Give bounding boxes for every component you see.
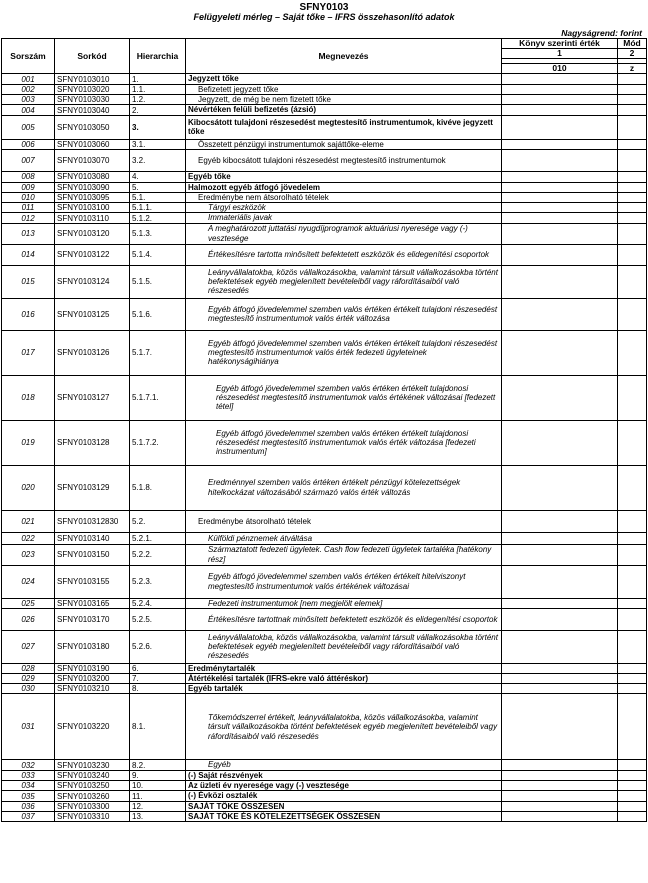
row-hierarchy: 3. <box>130 115 186 139</box>
header-col-2: 2 <box>618 49 647 59</box>
value-cell[interactable] <box>502 139 618 149</box>
table-row <box>2 375 647 420</box>
row-code: SFNY0103155 <box>55 565 130 598</box>
value-cell[interactable] <box>502 770 618 780</box>
row-number: 001 <box>2 74 55 85</box>
row-hierarchy: 5.2.4. <box>130 598 186 608</box>
row-code: SFNY0103180 <box>55 630 130 663</box>
mode-cell[interactable] <box>618 171 647 182</box>
mode-cell[interactable] <box>618 85 647 95</box>
table-row <box>2 330 647 375</box>
row-number: 009 <box>2 182 55 192</box>
table-row <box>2 630 647 663</box>
row-code: SFNY0103095 <box>55 193 130 203</box>
row-code: SFNY0103090 <box>55 182 130 192</box>
row-name: Befizetett jegyzett tőke <box>186 85 502 95</box>
row-code: SFNY0103080 <box>55 171 130 182</box>
row-name: Immateriális javak <box>186 213 502 223</box>
mode-cell[interactable] <box>618 465 647 510</box>
row-number: 005 <box>2 115 55 139</box>
row-code: SFNY010312830 <box>55 510 130 532</box>
row-number: 033 <box>2 770 55 780</box>
row-number: 026 <box>2 608 55 630</box>
row-code: SFNY0103300 <box>55 802 130 812</box>
value-cell[interactable] <box>502 182 618 192</box>
row-hierarchy: 5. <box>130 182 186 192</box>
row-number: 011 <box>2 203 55 213</box>
row-number: 008 <box>2 171 55 182</box>
row-hierarchy: 5.1.7.1. <box>130 375 186 420</box>
row-code: SFNY0103110 <box>55 213 130 223</box>
mode-cell[interactable] <box>618 694 647 760</box>
header-mod: Mód <box>618 39 647 49</box>
table-row <box>2 223 647 244</box>
mode-cell[interactable] <box>618 149 647 171</box>
row-number: 015 <box>2 265 55 298</box>
row-code: SFNY0103240 <box>55 770 130 780</box>
mode-cell[interactable] <box>618 770 647 780</box>
row-hierarchy: 8. <box>130 684 186 694</box>
row-name: Eredménnyel szemben valós értéken értékelt pénzügyi kötelezettségek hitelkockázat változásából származó valós érték változás <box>186 465 502 510</box>
value-cell[interactable] <box>502 684 618 694</box>
row-number: 020 <box>2 465 55 510</box>
table-row <box>2 770 647 780</box>
row-number: 017 <box>2 330 55 375</box>
row-hierarchy: 12. <box>130 802 186 812</box>
value-cell[interactable] <box>502 115 618 139</box>
header-col-1: 1 <box>502 49 618 59</box>
value-cell[interactable] <box>502 812 618 822</box>
value-cell[interactable] <box>502 420 618 465</box>
table-row <box>2 95 647 105</box>
row-hierarchy: 11. <box>130 791 186 802</box>
table-row <box>2 802 647 812</box>
table-row <box>2 694 647 760</box>
header-megnevezes: Megnevezés <box>186 39 502 74</box>
row-hierarchy: 5.1.2. <box>130 213 186 223</box>
row-name: Egyéb tartalék <box>186 684 502 694</box>
row-name: Fedezeti instrumentumok [nem megjelölt elemek] <box>186 598 502 608</box>
mode-cell[interactable] <box>618 544 647 565</box>
row-name: Értékesítésre tartotta minősített befektetett eszközök és elidegenítési csoportok <box>186 244 502 265</box>
row-code: SFNY0103040 <box>55 105 130 115</box>
row-name: Egyéb átfogó jövedelemmel szemben valós értéken értékelt tulajdonosi részesedést megtestesítő instrumentumok valós érték változása [fedezeti instrumentum] <box>186 420 502 465</box>
row-code: SFNY0103140 <box>55 532 130 544</box>
value-cell[interactable] <box>502 330 618 375</box>
value-cell[interactable] <box>502 510 618 532</box>
table-row <box>2 244 647 265</box>
row-number: 016 <box>2 298 55 330</box>
table-row <box>2 565 647 598</box>
row-code: SFNY0103190 <box>55 663 130 673</box>
mode-cell[interactable] <box>618 115 647 139</box>
row-number: 029 <box>2 674 55 684</box>
mode-cell[interactable] <box>618 802 647 812</box>
row-hierarchy: 6. <box>130 663 186 673</box>
table-row <box>2 812 647 822</box>
table-body <box>2 74 647 822</box>
value-cell[interactable] <box>502 674 618 684</box>
row-hierarchy: 5.2.1. <box>130 532 186 544</box>
row-number: 018 <box>2 375 55 420</box>
report-subtitle: Felügyeleti mérleg – Saját tőke – IFRS összehasonlító adatok <box>193 12 455 22</box>
row-name: Egyéb átfogó jövedelemmel szemben valós értéken értékelt tulajdoni részesedést megtestesítő instrumentumok valós érték változása <box>186 298 502 330</box>
unit-label: Nagyságrend: forint <box>561 28 642 38</box>
table-row <box>2 684 647 694</box>
row-hierarchy: 2. <box>130 105 186 115</box>
mode-cell[interactable] <box>618 244 647 265</box>
row-name: Egyéb kibocsátott tulajdoni részesedést megtestesítő instrumentumok <box>186 149 502 171</box>
mode-cell[interactable] <box>618 663 647 673</box>
value-cell[interactable] <box>502 802 618 812</box>
mode-cell[interactable] <box>618 203 647 213</box>
table-row <box>2 791 647 802</box>
table-row <box>2 544 647 565</box>
row-number: 010 <box>2 193 55 203</box>
row-hierarchy: 8.2. <box>130 760 186 770</box>
row-code: SFNY0103100 <box>55 203 130 213</box>
row-hierarchy: 5.2.2. <box>130 544 186 565</box>
row-name: Egyéb tőke <box>186 171 502 182</box>
row-code: SFNY0103060 <box>55 139 130 149</box>
row-number: 007 <box>2 149 55 171</box>
row-name: Egyéb átfogó jövedelemmel szemben valós értéken értékelt hitelviszonyt megtestesítő instrumentumok valós értékének változásai <box>186 565 502 598</box>
row-code: SFNY0103010 <box>55 74 130 85</box>
row-name: Tárgyi eszközök <box>186 203 502 213</box>
row-name: Névértéken felüli befizetés (ázsió) <box>186 105 502 115</box>
row-number: 035 <box>2 791 55 802</box>
value-cell[interactable] <box>502 244 618 265</box>
value-cell[interactable] <box>502 375 618 420</box>
value-cell[interactable] <box>502 193 618 203</box>
row-name: Halmozott egyéb átfogó jövedelem <box>186 182 502 192</box>
value-cell[interactable] <box>502 465 618 510</box>
value-cell[interactable] <box>502 608 618 630</box>
row-code: SFNY0103210 <box>55 684 130 694</box>
table-row <box>2 149 647 171</box>
mode-cell[interactable] <box>618 565 647 598</box>
header-code-1: 010 <box>502 64 618 74</box>
row-name: Eredménybe átsorolható tételek <box>186 510 502 532</box>
value-cell[interactable] <box>502 694 618 760</box>
row-hierarchy: 1.1. <box>130 85 186 95</box>
row-name: (-) Évközi osztalék <box>186 791 502 802</box>
row-name: Átértékelési tartalék (IFRS-ekre való áttéréskor) <box>186 674 502 684</box>
row-name: SAJÁT TŐKE ÉS KÖTELEZETTSÉGEK ÖSSZESEN <box>186 812 502 822</box>
row-hierarchy: 5.2.3. <box>130 565 186 598</box>
row-number: 031 <box>2 694 55 760</box>
mode-cell[interactable] <box>618 223 647 244</box>
table-row <box>2 674 647 684</box>
table-row <box>2 760 647 770</box>
row-name: SAJÁT TŐKE ÖSSZESEN <box>186 802 502 812</box>
header-code-2: z <box>618 64 647 74</box>
value-cell[interactable] <box>502 298 618 330</box>
table-row <box>2 510 647 532</box>
row-hierarchy: 13. <box>130 812 186 822</box>
row-number: 013 <box>2 223 55 244</box>
mode-cell[interactable] <box>618 684 647 694</box>
table-row <box>2 193 647 203</box>
row-hierarchy: 5.2. <box>130 510 186 532</box>
mode-cell[interactable] <box>618 74 647 85</box>
row-code: SFNY0103122 <box>55 244 130 265</box>
table-row <box>2 85 647 95</box>
value-cell[interactable] <box>502 203 618 213</box>
row-hierarchy: 1. <box>130 74 186 85</box>
table-row <box>2 465 647 510</box>
row-hierarchy: 4. <box>130 171 186 182</box>
mode-cell[interactable] <box>618 760 647 770</box>
mode-cell[interactable] <box>618 95 647 105</box>
row-name: Kibocsátott tulajdoni részesedést megtestesítő instrumentumok, kivéve jegyzett tőke <box>186 115 502 139</box>
row-code: SFNY0103126 <box>55 330 130 375</box>
row-code: SFNY0103120 <box>55 223 130 244</box>
table-row <box>2 139 647 149</box>
row-name: Leányvállalatokba, közös vállalkozásokba, valamint társult vállalkozásokba történt befektetések egyéb megjelenített bevételeiből vagy ráfordításaiból való részesedés <box>186 265 502 298</box>
row-number: 034 <box>2 780 55 790</box>
row-number: 027 <box>2 630 55 663</box>
row-name: Egyéb átfogó jövedelemmel szemben valós értéken értékelt tulajdonosi részesedést megtestesítő instrumentumok valós értékének változásai [fedezett tétel] <box>186 375 502 420</box>
row-name: Származtatott fedezeti ügyletek. Cash flow fedezeti ügyletek tartaléka [hatékony rész] <box>186 544 502 565</box>
row-hierarchy: 9. <box>130 770 186 780</box>
row-number: 002 <box>2 85 55 95</box>
mode-cell[interactable] <box>618 193 647 203</box>
mode-cell[interactable] <box>618 139 647 149</box>
row-hierarchy: 3.2. <box>130 149 186 171</box>
value-cell[interactable] <box>502 630 618 663</box>
value-cell[interactable] <box>502 213 618 223</box>
value-cell[interactable] <box>502 760 618 770</box>
value-cell[interactable] <box>502 223 618 244</box>
mode-cell[interactable] <box>618 780 647 790</box>
row-hierarchy: 5.1.3. <box>130 223 186 244</box>
row-code: SFNY0103127 <box>55 375 130 420</box>
row-number: 028 <box>2 663 55 673</box>
row-hierarchy: 5.1.4. <box>130 244 186 265</box>
table-row <box>2 780 647 790</box>
table-row <box>2 171 647 182</box>
row-hierarchy: 5.1.1. <box>130 203 186 213</box>
row-hierarchy: 5.1.8. <box>130 465 186 510</box>
table-row <box>2 203 647 213</box>
row-name: Külföldi pénznemek átváltása <box>186 532 502 544</box>
report-code: SFNY0103 <box>299 2 349 13</box>
mode-cell[interactable] <box>618 608 647 630</box>
table-row <box>2 265 647 298</box>
mode-cell[interactable] <box>618 791 647 802</box>
table-row <box>2 74 647 85</box>
row-hierarchy: 3.1. <box>130 139 186 149</box>
value-cell[interactable] <box>502 565 618 598</box>
value-cell[interactable] <box>502 85 618 95</box>
table-row <box>2 420 647 465</box>
row-name: Értékesítésre tartottnak minősített befektetett eszközök és elidegenítési csoportok <box>186 608 502 630</box>
row-name: Egyéb <box>186 760 502 770</box>
row-name: Eredménytartalék <box>186 663 502 673</box>
row-number: 030 <box>2 684 55 694</box>
mode-cell[interactable] <box>618 674 647 684</box>
row-hierarchy: 5.2.6. <box>130 630 186 663</box>
row-code: SFNY0103310 <box>55 812 130 822</box>
row-name: Leányvállalatokba, közös vállalkozásokba, valamint társult vállalkozásokba történt befektetések egyéb megjelenített bevételeiből vagy ráfordításaiból való részesedés <box>186 630 502 663</box>
mode-cell[interactable] <box>618 532 647 544</box>
mode-cell[interactable] <box>618 265 647 298</box>
row-hierarchy: 5.1. <box>130 193 186 203</box>
mode-cell[interactable] <box>618 182 647 192</box>
row-name: (-) Saját részvények <box>186 770 502 780</box>
table-row <box>2 298 647 330</box>
row-number: 036 <box>2 802 55 812</box>
value-cell[interactable] <box>502 544 618 565</box>
row-number: 004 <box>2 105 55 115</box>
row-number: 023 <box>2 544 55 565</box>
row-code: SFNY0103260 <box>55 791 130 802</box>
row-code: SFNY0103124 <box>55 265 130 298</box>
equity-table <box>1 38 647 822</box>
row-name: Összetett pénzügyi instrumentumok sajáttőke-eleme <box>186 139 502 149</box>
table-row <box>2 213 647 223</box>
header-sorkod: Sorkód <box>55 39 130 74</box>
row-hierarchy: 10. <box>130 780 186 790</box>
row-number: 003 <box>2 95 55 105</box>
mode-cell[interactable] <box>618 812 647 822</box>
row-name: Az üzleti év nyeresége vagy (-) vesztesége <box>186 780 502 790</box>
row-name: Jegyzett, de még be nem fizetett tőke <box>186 95 502 105</box>
row-number: 014 <box>2 244 55 265</box>
row-name: Eredménybe nem átsorolható tételek <box>186 193 502 203</box>
row-number: 032 <box>2 760 55 770</box>
row-hierarchy: 5.1.7.2. <box>130 420 186 465</box>
mode-cell[interactable] <box>618 375 647 420</box>
row-hierarchy: 5.2.5. <box>130 608 186 630</box>
value-cell[interactable] <box>502 791 618 802</box>
row-hierarchy: 1.2. <box>130 95 186 105</box>
row-hierarchy: 5.1.6. <box>130 298 186 330</box>
row-hierarchy: 8.1. <box>130 694 186 760</box>
table-row <box>2 532 647 544</box>
row-number: 025 <box>2 598 55 608</box>
row-number: 012 <box>2 213 55 223</box>
header-sorszam: Sorszám <box>2 39 55 74</box>
row-number: 019 <box>2 420 55 465</box>
row-number: 037 <box>2 812 55 822</box>
row-name: Egyéb átfogó jövedelemmel szemben valós értéken értékelt tulajdoni részesedést megtestesítő instrumentumok valós érték fedezeti ügyleteinek hatékonyságihiánya <box>186 330 502 375</box>
table-row <box>2 663 647 673</box>
value-cell[interactable] <box>502 149 618 171</box>
row-number: 006 <box>2 139 55 149</box>
row-code: SFNY0103050 <box>55 115 130 139</box>
table-row <box>2 182 647 192</box>
row-number: 021 <box>2 510 55 532</box>
value-cell[interactable] <box>502 780 618 790</box>
mode-cell[interactable] <box>618 630 647 663</box>
row-hierarchy: 7. <box>130 674 186 684</box>
mode-cell[interactable] <box>618 420 647 465</box>
mode-cell[interactable] <box>618 510 647 532</box>
row-hierarchy: 5.1.5. <box>130 265 186 298</box>
row-name: Jegyzett tőke <box>186 74 502 85</box>
row-code: SFNY0103150 <box>55 544 130 565</box>
mode-cell[interactable] <box>618 213 647 223</box>
row-code: SFNY0103125 <box>55 298 130 330</box>
mode-cell[interactable] <box>618 330 647 375</box>
mode-cell[interactable] <box>618 598 647 608</box>
row-hierarchy: 5.1.7. <box>130 330 186 375</box>
row-code: SFNY0103030 <box>55 95 130 105</box>
value-cell[interactable] <box>502 532 618 544</box>
row-code: SFNY0103128 <box>55 420 130 465</box>
header-hierarchia: Hierarchia <box>130 39 186 74</box>
mode-cell[interactable] <box>618 105 647 115</box>
row-name: Tőkemódszerrel értékelt, leányvállalatokba, közös vállalkozásokba, valamint társult vállalkozásokba történt befektetések egyéb megjelenített bevételeiből vagy ráfordításaiból való részesedés <box>186 694 502 760</box>
row-code: SFNY0103170 <box>55 608 130 630</box>
value-cell[interactable] <box>502 663 618 673</box>
value-cell[interactable] <box>502 105 618 115</box>
row-code: SFNY0103220 <box>55 694 130 760</box>
mode-cell[interactable] <box>618 298 647 330</box>
header-konyv: Könyv szerinti érték <box>502 39 618 49</box>
row-code: SFNY0103020 <box>55 85 130 95</box>
row-number: 022 <box>2 532 55 544</box>
value-cell[interactable] <box>502 74 618 85</box>
row-code: SFNY0103070 <box>55 149 130 171</box>
row-name: A meghatározott juttatási nyugdíjprogramok aktuáriusi nyeresége vagy (-) vesztesége <box>186 223 502 244</box>
row-code: SFNY0103129 <box>55 465 130 510</box>
row-code: SFNY0103230 <box>55 760 130 770</box>
table-row <box>2 115 647 139</box>
table-row <box>2 105 647 115</box>
table-row <box>2 608 647 630</box>
value-cell[interactable] <box>502 171 618 182</box>
value-cell[interactable] <box>502 95 618 105</box>
value-cell[interactable] <box>502 265 618 298</box>
row-number: 024 <box>2 565 55 598</box>
row-code: SFNY0103200 <box>55 674 130 684</box>
value-cell[interactable] <box>502 598 618 608</box>
row-code: SFNY0103250 <box>55 780 130 790</box>
row-code: SFNY0103165 <box>55 598 130 608</box>
table-row <box>2 598 647 608</box>
